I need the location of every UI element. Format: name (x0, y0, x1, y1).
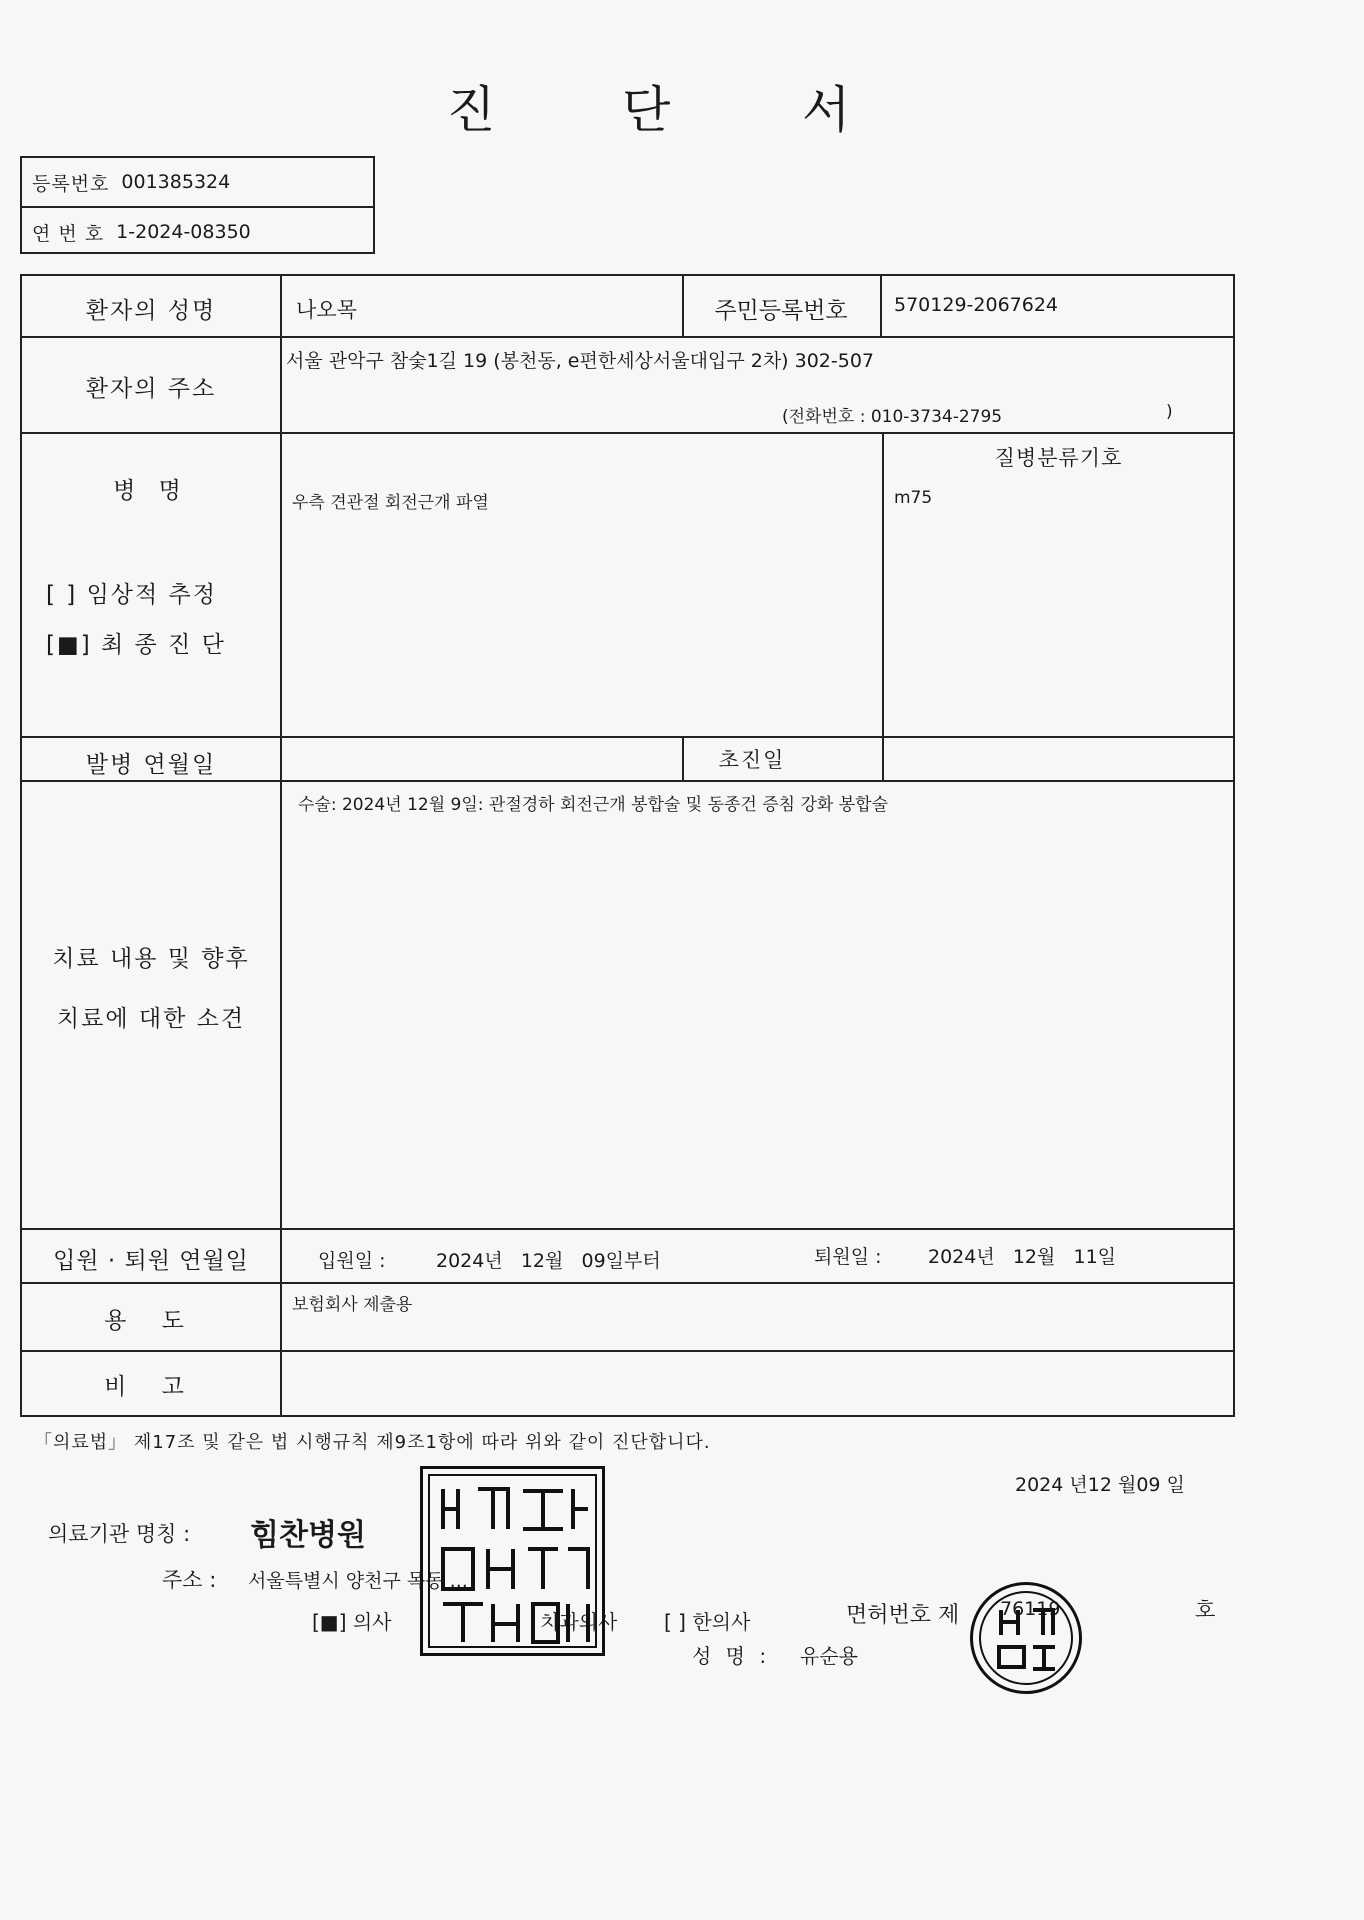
admission-label: 입원 · 퇴원 연월일 (53, 1248, 249, 1274)
institution-address: 서울특별시 양천구 목동 ... (248, 1570, 468, 1592)
dentist-label: 치과의사 (540, 1610, 618, 1634)
doctor-checkbox: [■] 의사 (312, 1610, 392, 1634)
column-divider (280, 276, 282, 1415)
patient-name: 나오목 (296, 298, 357, 322)
purpose-value: 보험회사 제출용 (292, 1295, 413, 1315)
treatment-label-line2: 치료에 대한 소견 (56, 1006, 246, 1032)
license-number-label: 면허번호 제 (846, 1603, 960, 1628)
discharge-date: 2024년 12월 11일 (928, 1246, 1117, 1268)
remarks-label: 비 고 (104, 1374, 198, 1400)
row-divider (22, 1282, 1233, 1284)
registration-number-row (22, 158, 373, 206)
rrn-value: 570129-2067624 (894, 294, 1059, 316)
license-number: 76119 (1000, 1598, 1061, 1620)
doctor-seal-stamp (970, 1582, 1082, 1694)
issue-date: 2024 년12 월09 일 (1015, 1474, 1185, 1496)
license-suffix: 호 (1195, 1598, 1216, 1622)
rrn-label: 주민등록번호 (714, 298, 848, 324)
title-char-3: 서 (802, 81, 851, 139)
serial-number: 1-2024-08350 (116, 221, 251, 243)
institution-name: 힘찬병원 (250, 1518, 366, 1553)
patient-phone: (전화번호 : 010-3734-2795 (782, 407, 1003, 427)
title-char-1: 진 (447, 81, 496, 139)
institution-address-label: 주소 : (162, 1568, 217, 1592)
hospital-seal-stamp (420, 1466, 605, 1656)
disease-code: m75 (894, 488, 933, 508)
disease-name: 우측 견관절 회전근개 파열 (292, 493, 489, 513)
serial-number-label: 연 번 호 (32, 222, 105, 245)
final-diagnosis-checkbox: [■] 최 종 진 단 (46, 632, 226, 658)
discharge-label: 퇴원일 : (814, 1246, 882, 1268)
patient-address: 서울 관악구 참숯1길 19 (봉천동, e편한세상서울대입구 2차) 302-507 (286, 350, 875, 372)
row-divider (22, 336, 1233, 338)
registration-box (20, 156, 375, 254)
row-divider (22, 1350, 1233, 1352)
column-divider (882, 432, 884, 780)
row-divider (22, 780, 1233, 782)
oriental-doctor-checkbox: [ ] 한의사 (664, 1610, 751, 1634)
row-divider (22, 432, 1233, 434)
patient-phone-close: ) (1166, 402, 1173, 422)
column-divider (880, 276, 882, 336)
patient-name-label: 환자의 성명 (85, 298, 217, 324)
diagnosis-label: 병 명 (113, 478, 189, 504)
clinical-estimate-checkbox: [ ] 임상적 추정 (46, 582, 217, 608)
admit-label: 입원일 : (318, 1250, 386, 1272)
purpose-label: 용 도 (104, 1308, 198, 1334)
institution-name-label: 의료기관 명칭 : (48, 1522, 191, 1546)
title-char-2: 단 (622, 81, 671, 139)
disease-code-label: 질병분류기호 (994, 446, 1123, 470)
treatment-text: 수술: 2024년 12월 9일: 관절경하 회전근개 봉합술 및 동종건 증침 강화 봉합술 (298, 795, 889, 815)
row-divider (22, 736, 1233, 738)
legal-statement: 「의료법」 제17조 및 같은 법 시행규칙 제9조1항에 따라 위와 같이 진단합니다. (34, 1432, 711, 1453)
serial-number-row (22, 206, 373, 256)
onset-date-label: 발병 연월일 (85, 752, 217, 778)
row-divider (22, 1228, 1233, 1230)
address-label: 환자의 주소 (85, 376, 217, 402)
doctor-name: 유순용 (800, 1644, 858, 1668)
admit-date: 2024년 12월 09일부터 (436, 1250, 661, 1272)
treatment-label-line1: 치료 내용 및 향후 (52, 946, 250, 972)
doctor-name-label: 성 명 : (692, 1644, 771, 1668)
registration-number-label: 등록번호 (32, 172, 110, 195)
document-title (0, 70, 1364, 140)
first-visit-label: 초진일 (718, 748, 786, 772)
registration-number: 001385324 (121, 171, 231, 193)
diagnosis-form-table (20, 274, 1235, 1417)
